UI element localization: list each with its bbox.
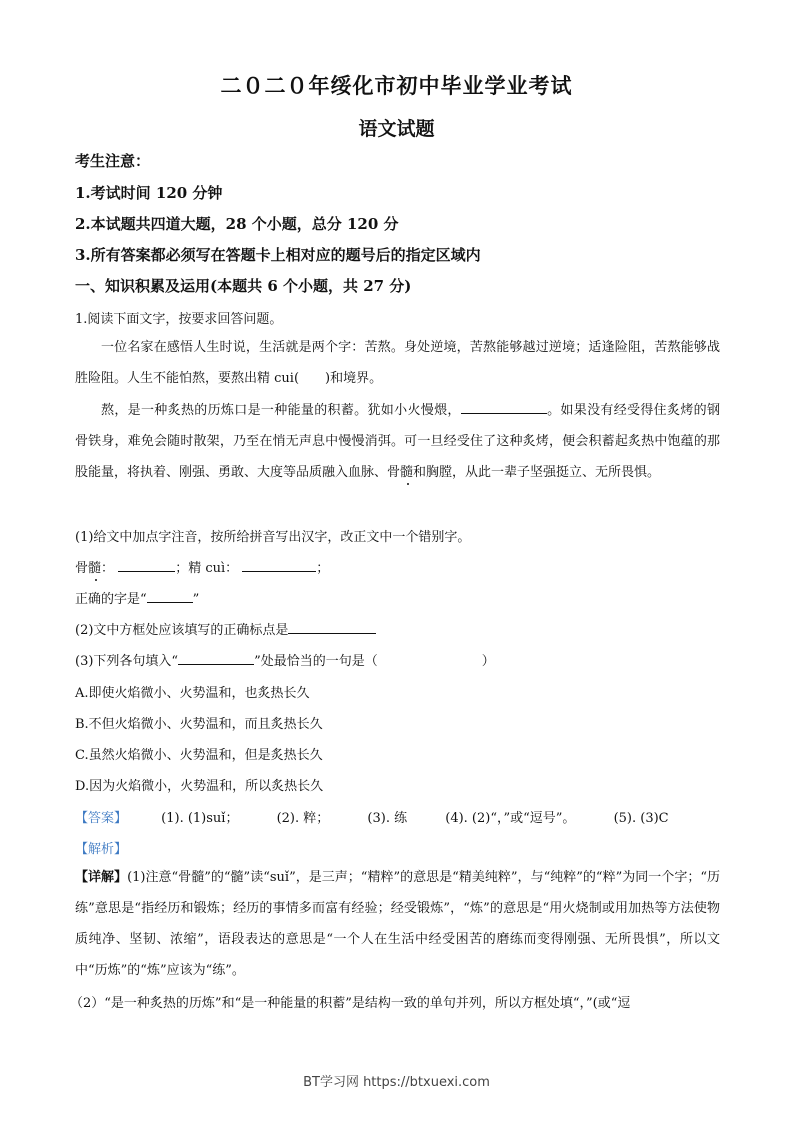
question-prompt: 1.阅读下面文字，按要求回答问题。 — [75, 312, 283, 327]
sub-question-2-prompt: (2)文中方框处应该填写的正确标点是 — [75, 623, 289, 638]
sub-question-3-prompt: ”处最恰当的一句是（ — [254, 654, 378, 669]
sub-question-3-prompt: ） — [481, 654, 495, 669]
notice-item-3: 3.所有答案都必须写在答题卡上相对应的题号后的指定区域内 — [75, 246, 481, 264]
section-heading: 一、知识积累及运用(本题共 6 个小题，共 27 分) — [75, 277, 412, 295]
field-label: ： — [101, 561, 115, 576]
detail-tag: 【详解】 — [75, 870, 128, 885]
punctuation-blank[interactable] — [288, 620, 376, 634]
exam-title: 二０二０年绥化市初中毕业学业考试 — [220, 73, 573, 98]
passage-text: 一位名家在感悟人生时说，生活就是两个字：苦熬。身处逆境，苦熬能够越过逆境；适逢险阻，苦熬能够战胜险阻。人生不能怕熬，要熬出精 cui( — [75, 340, 720, 386]
sub-question-1-fields — [75, 557, 329, 576]
notice-item-2: 2.本试题共四道大题，28 个小题，总分 120 分 — [75, 215, 399, 233]
passage-blank — [461, 400, 547, 414]
sentence-blank — [178, 651, 254, 665]
option-a: A.即使火焰微小、火势温和，也炙热长久 — [75, 686, 310, 701]
passage-paragraph-2 — [75, 395, 720, 488]
notice-heading: 考生注意： — [75, 152, 151, 170]
correct-char-blank[interactable] — [147, 589, 193, 603]
hanzi-answer-blank[interactable] — [242, 558, 316, 572]
analysis-tag: 【解析】 — [75, 842, 128, 857]
sub-question-1-prompt: (1)给文中加点字注音，按所给拼音写出汉字，改正文中一个错别字。 — [75, 530, 471, 545]
watermark-footer: BT学习网 https://btxuexi.com — [303, 1075, 490, 1090]
dotted-char: 髓 — [400, 465, 414, 480]
answer-item: (3). 练 — [367, 811, 408, 826]
pinyin-answer-blank[interactable] — [118, 558, 175, 572]
correct-char-line — [75, 588, 199, 607]
detail-paragraph-1 — [75, 862, 720, 986]
field-label: ； — [316, 561, 330, 576]
detail-paragraph-2: （2）“是一种炙热的历炼”和“是一种能量的积蓄”是结构一致的单句并列，所以方框处填“，”(或“逗 — [70, 996, 631, 1011]
answer-item: (5). (3)C — [613, 811, 669, 826]
sub-question-3-prompt: (3)下列各句填入“ — [75, 654, 179, 669]
exam-subtitle: 语文试题 — [358, 118, 435, 140]
notice-item-1: 1.考试时间 120 分钟 — [75, 184, 223, 202]
passage-text: 和胸膛，从此一辈子坚强挺立、无所畏惧。 — [413, 465, 661, 480]
option-b: B.不但火焰微小、火势温和，而且炙热长久 — [75, 717, 323, 732]
field-label: ” — [192, 592, 200, 607]
field-label: ；精 cuì： — [175, 561, 239, 576]
passage-paragraph-1 — [75, 332, 720, 394]
answer-item: (4). (2)“，”或“逗号”。 — [445, 811, 576, 826]
answer-item: (1). (1)suǐ； — [161, 811, 239, 826]
passage-text: )和境界。 — [325, 371, 383, 386]
option-c: C.虽然火焰微小、火势温和，但是炙热长久 — [75, 748, 323, 763]
field-label: 骨 — [75, 561, 89, 576]
answer-item: (2). 粹； — [276, 811, 330, 826]
passage-text: 。如果没有经受得住炙烤的钢骨铁身，难免会随时散架，乃至在悄无声息中慢慢消弭。可一旦经受住了这种炙烤，便会积蓄起炙热中饱蕴的那股能量，将执着、刚强、勇敢、大度等品质融入血脉、骨 — [75, 403, 720, 480]
option-d: D.因为火焰微小，火势温和，所以炙热长久 — [75, 779, 324, 794]
field-label: 正确的字是“ — [75, 592, 147, 607]
passage-text: 熬，是一种炙热的历炼口是一种能量的积蓄。犹如小火慢煨， — [101, 403, 461, 418]
answer-line — [75, 807, 703, 826]
detail-text: (1)注意“骨髓”的“髓”读“suǐ”，是三声；“精粹”的意思是“精美纯粹”，与“纯粹”的“粹”为同一个字；“历练”意思是“指经历和锻炼；经历的事情多而富有经验；经受锻炼”，“炼”的意思是“用火烧制或用加热等方法使物质纯净、坚韧、浓缩”，语段表达的意思是“一个人在生活中经受困苦的磨练而变得刚强、无所畏惧”，所以文中“历炼”的“炼”应该为“练”。 — [75, 870, 720, 978]
dotted-char: 髓 — [88, 561, 102, 576]
sub-question-2 — [75, 619, 376, 638]
sub-question-3 — [75, 650, 495, 669]
answer-tag: 【答案】 — [75, 811, 128, 826]
